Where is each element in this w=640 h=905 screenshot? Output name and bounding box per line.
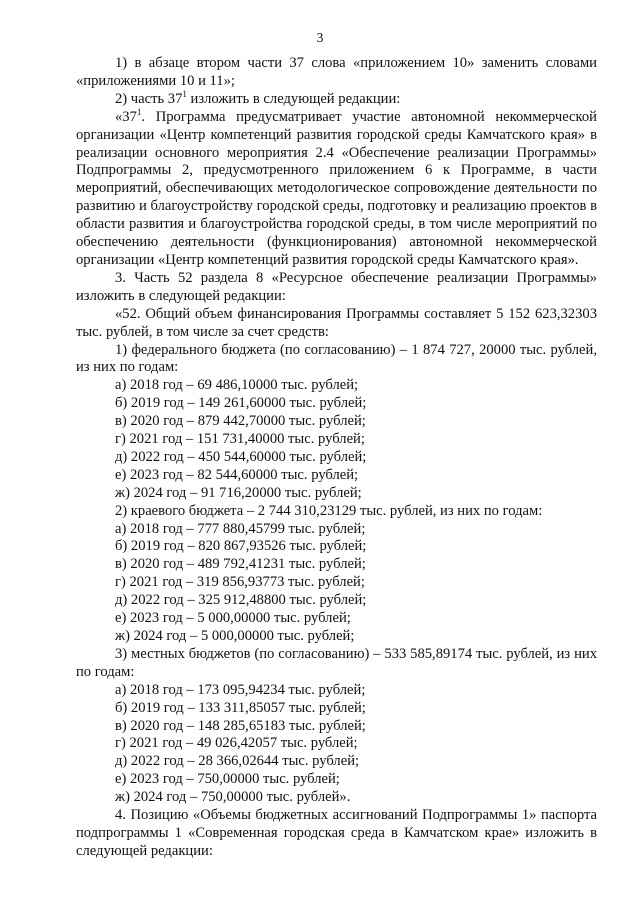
paragraph-text: . Программа предусматривает участие автономной некоммерческой организации «Центр компетенций развития городской среды Камчатского края» в реализации основного мероприятия 2.4 «Обеспечение реализации Программы» Подпрограммы 2, предусмотренного приложением 6 к Программе, в части мероприятий, обеспечивающих методологическое сопровождение деятельности по развитию и благоустройству городской среды, подготовку и реализацию проектов в области развития и благоустройства городской среды, в том числе мероприятий по обеспечению деятельности (функционирования) автономной некоммерческой организации «Центр компетенций развития городской среды Камчатского края». — [76, 108, 597, 268]
list-item: 2) краевого бюджета – 2 744 310,23129 тыс. рублей, из них по годам: — [115, 502, 543, 519]
page-number: 3 — [316, 30, 324, 45]
paragraph: 1) в абзаце втором части 37 слова «приложением 10» заменить словами «приложениями 10 и 11»; — [76, 55, 597, 89]
list-item: г) 2021 год – 151 731,40000 тыс. рублей; — [115, 431, 365, 448]
list-item: а) 2018 год – 777 880,45799 тыс. рублей; — [115, 520, 366, 537]
paragraph: «52. Общий объем финансирования Программы составляет 5 152 623,32303 тыс. рублей, в том числе за счет средств: — [76, 305, 597, 340]
superscript: 1 — [136, 106, 142, 117]
paragraph: 1) федерального бюджета (по согласованию) – 1 874 727, 20000 тыс. рублей, из них по годам: — [76, 341, 597, 376]
list-item: б) 2019 год – 820 867,93526 тыс. рублей; — [115, 538, 367, 555]
document-body — [76, 55, 597, 861]
list-item: д) 2022 год – 450 544,60000 тыс. рублей; — [115, 448, 367, 465]
list-item: е) 2023 год – 5 000,00000 тыс. рублей; — [115, 610, 351, 627]
paragraph-text: 2) часть 37 — [115, 90, 183, 107]
list-item: е) 2023 год – 750,00000 тыс. рублей; — [115, 771, 340, 788]
list-item: а) 2018 год – 173 095,94234 тыс. рублей; — [115, 681, 366, 698]
paragraph-text: изложить в следующей редакции: — [186, 90, 401, 107]
list-item: ж) 2024 год – 5 000,00000 тыс. рублей; — [115, 628, 355, 644]
paragraph: 3. Часть 52 раздела 8 «Ресурсное обеспечение реализации Программы» изложить в следующей редакции: — [76, 269, 597, 304]
list-item: д) 2022 год – 28 366,02644 тыс. рублей; — [115, 753, 360, 770]
paragraph: 3) местных бюджетов (по согласованию) – 533 585,89174 тыс. рублей, из них по годам: — [76, 645, 597, 680]
list-item: д) 2022 год – 325 912,48800 тыс. рублей; — [115, 592, 367, 609]
list-item: в) 2020 год – 879 442,70000 тыс. рублей; — [115, 413, 366, 430]
paragraph — [76, 88, 597, 109]
paragraph — [76, 106, 597, 270]
list-item: б) 2019 год – 133 311,85057 тыс. рублей; — [115, 699, 366, 716]
paragraph-text: «37 — [115, 108, 137, 125]
list-item: ж) 2024 год – 750,00000 тыс. рублей». — [115, 789, 351, 806]
list-item: в) 2020 год – 489 792,41231 тыс. рублей; — [115, 556, 366, 573]
list-item: г) 2021 год – 319 856,93773 тыс. рублей; — [115, 574, 365, 591]
paragraph: 4. Позицию «Объемы бюджетных ассигнований Подпрограммы 1» паспорта подпрограммы 1 «Современная городская среда в Камчатском крае» изложить в следующей редакции: — [76, 807, 597, 859]
list-item: б) 2019 год – 149 261,60000 тыс. рублей; — [115, 395, 367, 412]
list-item: в) 2020 год – 148 285,65183 тыс. рублей; — [115, 717, 366, 734]
superscript: 1 — [182, 88, 187, 99]
list-item: а) 2018 год – 69 486,10000 тыс. рублей; — [115, 377, 359, 394]
list-item: е) 2023 год – 82 544,60000 тыс. рублей; — [115, 466, 359, 483]
list-item: г) 2021 год – 49 026,42057 тыс. рублей; — [115, 735, 358, 752]
list-item: ж) 2024 год – 91 716,20000 тыс. рублей; — [115, 484, 362, 501]
